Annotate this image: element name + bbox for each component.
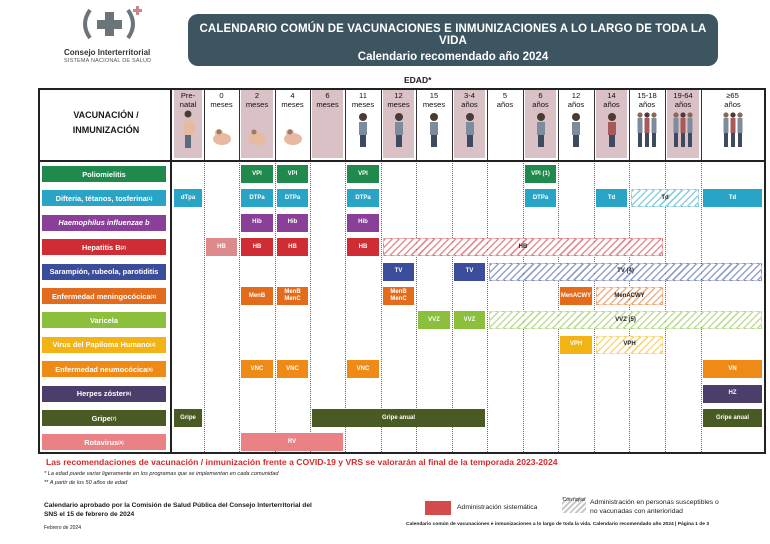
vaccine-name: Virus del Papiloma Humano (4) <box>42 337 166 353</box>
schedule-cell: VPI <box>241 165 273 183</box>
zoster-footnote: ** A partir de los 50 años de edad <box>44 480 128 486</box>
schedule-cell: VPI <box>347 165 379 183</box>
schedule-cell: DTPa <box>347 189 379 207</box>
calendar-subtitle: Calendario recomendado año 2024 <box>357 51 549 63</box>
vaccine-footnote-ref: (5) <box>147 366 153 372</box>
schedule-cell: VPI (1) <box>525 165 556 183</box>
schedule-cell: VPH <box>560 336 592 354</box>
covid-vrs-note: Las recomendaciones de vacunación / inmunización frente a COVID-19 y VRS se valorarán al final de la temporada 2023-2024 <box>46 457 558 467</box>
vaccine-footnote-ref: (2) <box>120 244 127 250</box>
age-label: 11 meses <box>351 91 375 109</box>
schedule-cell: MenB MenC <box>383 287 414 305</box>
age-label: 12 años <box>567 91 585 109</box>
legend-solid-label: Administración sistemática <box>457 504 538 511</box>
schedule-cell-catchup: MenACWY <box>596 287 663 305</box>
vaccine-name: Poliomielitis <box>42 166 166 182</box>
age-label: 14 años <box>603 91 620 109</box>
publication-date: Febrero de 2024 <box>44 525 81 531</box>
schedule-cell: Gripe anual <box>703 409 762 427</box>
vaccine-footnote-ref: (3) <box>150 293 157 299</box>
schedule-cell: VN <box>703 360 762 378</box>
schedule-cell: MenB MenC <box>277 287 308 305</box>
vaccine-footnote-ref: (7) <box>110 415 117 421</box>
schedule-cell: VVZ <box>454 311 485 329</box>
legend-solid-swatch <box>425 501 451 515</box>
schedule-cell: DTPa <box>277 189 308 207</box>
logo-title: Consejo Interterritorial <box>64 48 151 57</box>
schedule-cell: VVZ <box>418 311 450 329</box>
age-label: 3-4 años <box>461 91 478 109</box>
logo-subtitle: SISTEMA NACIONAL DE SALUD <box>64 58 152 64</box>
schedule-cell: MenB <box>241 287 273 305</box>
vaccine-footnote-ref: (6) <box>125 391 132 397</box>
schedule-cell-catchup: VVZ (5) <box>489 311 762 329</box>
schedule-cell: HB <box>347 238 379 256</box>
vaccine-name: Herpes zóster (6) <box>42 386 166 402</box>
vaccine-footnote-ref: (4) <box>150 342 156 348</box>
schedule-cell: HB <box>206 238 237 256</box>
age-label: 2 meses <box>245 91 269 109</box>
schedule-cell: VNC <box>277 360 308 378</box>
schedule-cell: HB <box>277 238 308 256</box>
schedule-cell-catchup: HB <box>383 238 663 256</box>
vaccine-footnote-ref: (1) <box>146 195 153 201</box>
vaccine-header-line: VACUNACIÓN / <box>73 110 139 120</box>
schedule-cell: Hib <box>241 214 273 232</box>
calendar-title-banner <box>188 14 718 66</box>
schedule-cell: DTPa <box>241 189 273 207</box>
vaccine-name: Sarampión, rubeola, parotiditis <box>42 264 166 280</box>
legend-striped-line: no vacunadas con anterioridad <box>590 508 683 515</box>
schedule-cell: Td <box>596 189 627 207</box>
age-label: ≥65 años <box>724 91 741 109</box>
document-footer: Calendario común de vacunaciones e inmunizaciones a lo largo de toda la vida. Calendario recomendado año 2024 | Página 1 de 3 <box>406 522 710 527</box>
legend-striped-label <box>590 498 719 516</box>
schedule-cell: TV <box>383 263 414 281</box>
age-label: 4 meses <box>281 91 304 109</box>
schedule-cell-catchup: TV (4) <box>489 263 762 281</box>
schedule-cell: HB <box>241 238 273 256</box>
vaccine-name: Hepatitis B (2) <box>42 239 166 255</box>
schedule-cell: Td <box>703 189 762 207</box>
approval-line: Calendario aprobado por la Comisión de Salud Pública del Consejo Interterritorial del <box>44 502 312 509</box>
approval-line: SNS el 15 de febrero de 2024 <box>44 511 135 518</box>
legend-striped-swatch: Con rayas <box>562 497 586 513</box>
age-label: 6 años <box>532 91 549 109</box>
schedule-cell: Hib <box>277 214 308 232</box>
schedule-cell: RV <box>241 433 343 451</box>
age-label: 6 meses <box>316 91 339 109</box>
vaccine-name: Enfermedad meningocócica (3) <box>42 288 166 304</box>
health-cross-logo-icon <box>76 6 146 42</box>
vaccine-footnote-ref: (8) <box>118 439 124 445</box>
schedule-cell: DTPa <box>525 189 556 207</box>
age-label: 5 años <box>496 91 514 109</box>
vaccine-header-line: INMUNIZACIÓN <box>72 125 140 135</box>
schedule-cell: dTpa <box>174 189 202 207</box>
schedule-cell: Gripe <box>174 409 202 427</box>
age-label: 12 meses <box>387 91 410 109</box>
age-footnote: * La edad puede variar ligeramente en los programas que se implementan en cada comunidad <box>44 471 279 477</box>
vaccine-name: Varicela <box>42 312 166 328</box>
age-label: Pre- natal <box>179 91 197 109</box>
vaccination-table <box>38 88 766 454</box>
table-frame <box>38 88 766 454</box>
schedule-cell-catchup: Td <box>631 189 699 207</box>
vaccine-name: Rotavirus (8) <box>42 434 166 450</box>
age-label: 0 meses <box>210 91 233 109</box>
vaccine-name: Haemophilus influenzae b <box>42 215 166 231</box>
age-label: 15 meses <box>422 91 446 109</box>
schedule-cell: TV <box>454 263 485 281</box>
approval-note <box>44 501 312 519</box>
schedule-cell-catchup: VPH <box>596 336 663 354</box>
consejo-logo <box>64 6 164 68</box>
schedule-cell: MenACWY <box>560 287 592 305</box>
age-label: 19-64 años <box>673 91 693 109</box>
age-axis-label: EDAD* <box>404 75 432 85</box>
legend-striped-line: Administración en personas susceptibles o <box>590 499 719 506</box>
vaccine-name: Difteria, tétanos, tosferina (1) <box>42 190 166 206</box>
schedule-cell: VPI <box>277 165 308 183</box>
schedule-cell: VNC <box>241 360 273 378</box>
schedule-cell: VNC <box>347 360 379 378</box>
age-label: 15-18 años <box>637 91 657 109</box>
schedule-cell: Gripe anual <box>312 409 485 427</box>
vaccine-name: Enfermedad neumocócica (5) <box>42 361 166 377</box>
schedule-cell: HZ <box>703 385 762 403</box>
calendar-title: CALENDARIO COMÚN DE VACUNACIONES E INMUNIZACIONES A LO LARGO DE TODA LA VIDA <box>199 23 707 47</box>
vaccine-name: Gripe (7) <box>42 410 166 426</box>
schedule-cell: Hib <box>347 214 379 232</box>
